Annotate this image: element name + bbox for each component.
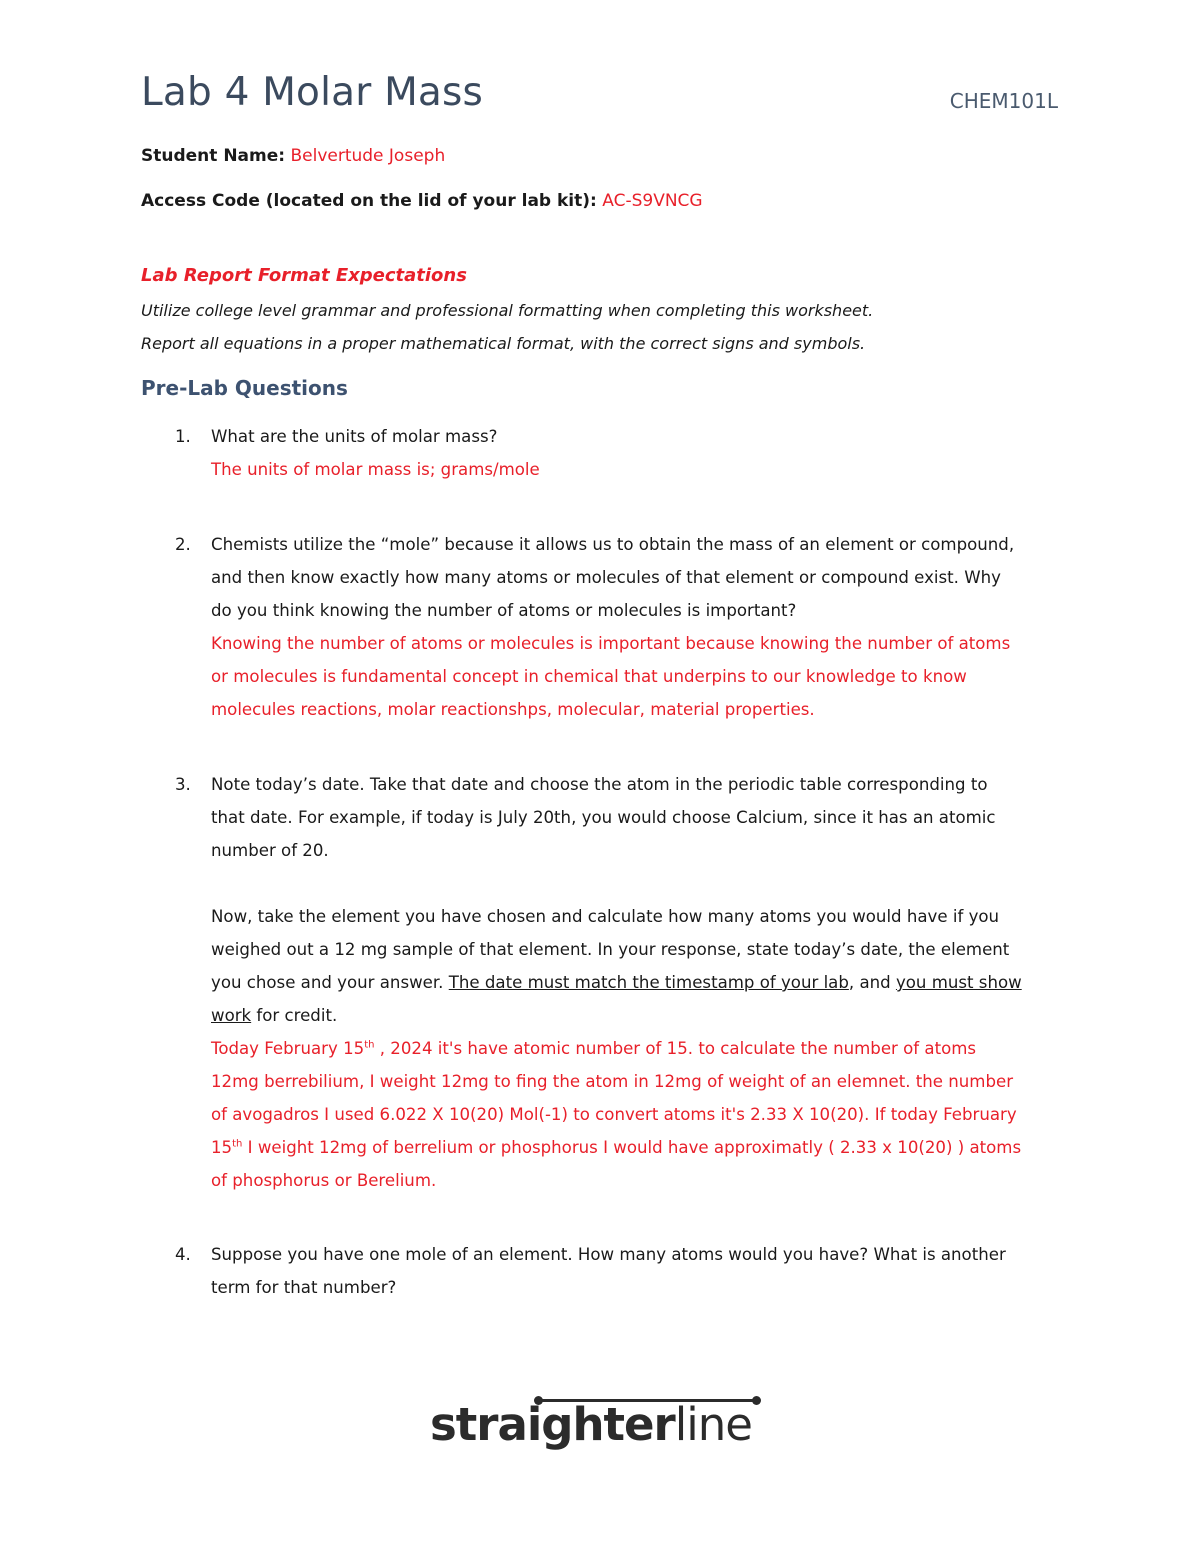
- question-text-line: that date. For example, if today is July 20th, you would choose Calcium, since it has an atomic: [211, 808, 996, 827]
- question-3: [141, 768, 1071, 1197]
- answer-text: The units of molar mass is; grams/mole: [211, 460, 540, 479]
- student-name-field: [141, 146, 445, 166]
- answer-text-line: Knowing the number of atoms or molecules is important because knowing the number of atoms: [211, 634, 1011, 653]
- question-number: 4.: [175, 1245, 191, 1264]
- answer-text-line: 12mg berrebilium, I weight 12mg to fing the atom in 12mg of weight of an elemnet. the number: [211, 1072, 1014, 1091]
- question-text-line: Suppose you have one mole of an element. How many atoms would you have? What is another: [211, 1245, 1006, 1264]
- question-text-line: do you think knowing the number of atoms or molecules is important?: [211, 601, 797, 620]
- underlined-requirement: work: [211, 1006, 252, 1025]
- underlined-requirement: The date must match the timestamp of your lab: [448, 973, 849, 992]
- question-number: 2.: [175, 535, 191, 554]
- prelab-heading: Pre-Lab Questions: [141, 376, 348, 400]
- question-4: [141, 1238, 1071, 1304]
- question-text-line: number of 20.: [211, 841, 329, 860]
- instruction-text-line: work for credit.: [211, 1006, 338, 1025]
- expectations-heading: Lab Report Format Expectations: [141, 265, 467, 286]
- course-code: CHEM101L: [949, 89, 1058, 113]
- question-text-line: and then know exactly how many atoms or molecules of that element or compound exist. Why: [211, 568, 1001, 587]
- underlined-requirement: you must show: [895, 973, 1022, 992]
- access-code-label: Access Code (located on the lid of your lab kit):: [141, 191, 597, 211]
- logo-wordmark: straighterline: [430, 1398, 752, 1451]
- student-name-label: Student Name:: [141, 146, 286, 166]
- answer-text-line: or molecules is fundamental concept in chemical that underpins to our knowledge to know: [211, 667, 967, 686]
- question-text: What are the units of molar mass?: [211, 427, 498, 446]
- answer-text-line: of avogadros I used 6.022 X 10(20) Mol(-1) to convert atoms it's 2.33 X 10(20). If today February: [211, 1105, 1017, 1124]
- logo-dot-right: [752, 1396, 761, 1405]
- expectations-line-1: Utilize college level grammar and professional formatting when completing this worksheet.: [141, 301, 874, 320]
- question-number: 3.: [175, 775, 191, 794]
- question-number: 1.: [175, 427, 191, 446]
- access-code-value: AC-S9VNCG: [602, 191, 703, 211]
- question-1: [141, 420, 1071, 486]
- page-title: Lab 4 Molar Mass: [141, 70, 484, 115]
- question-text-line: Note today’s date. Take that date and choose the atom in the periodic table corresponding to: [211, 775, 988, 794]
- answer-text-line: Today February 15th , 2024 it's have atomic number of 15. to calculate the number of atoms: [211, 1039, 977, 1058]
- instruction-text-line: weighed out a 12 mg sample of that element. In your response, state today’s date, the element: [211, 940, 1010, 959]
- access-code-field: [141, 191, 703, 211]
- straighterline-logo: [430, 1396, 760, 1456]
- expectations-line-2: Report all equations in a proper mathematical format, with the correct signs and symbols.: [141, 334, 866, 353]
- question-text-line: term for that number?: [211, 1278, 397, 1297]
- student-name-value: Belvertude Joseph: [290, 146, 446, 166]
- answer-text-line: molecules reactions, molar reactionshps, molecular, material properties.: [211, 700, 815, 719]
- instruction-text-line: you chose and your answer. The date must match the timestamp of your lab, and you must show: [211, 973, 1022, 992]
- answer-text-line: 15th I weight 12mg of berrelium or phosphorus I would have approximatly ( 2.33 x 10(20) ) atoms: [211, 1138, 1022, 1157]
- question-2: [141, 528, 1071, 726]
- question-text-line: Chemists utilize the “mole” because it allows us to obtain the mass of an element or compound,: [211, 535, 1015, 554]
- answer-text-line: of phosphorus or Berelium.: [211, 1171, 437, 1190]
- superscript: th: [232, 1138, 243, 1150]
- superscript: th: [364, 1039, 375, 1051]
- instruction-text-line: Now, take the element you have chosen and calculate how many atoms you would have if you: [211, 907, 1000, 926]
